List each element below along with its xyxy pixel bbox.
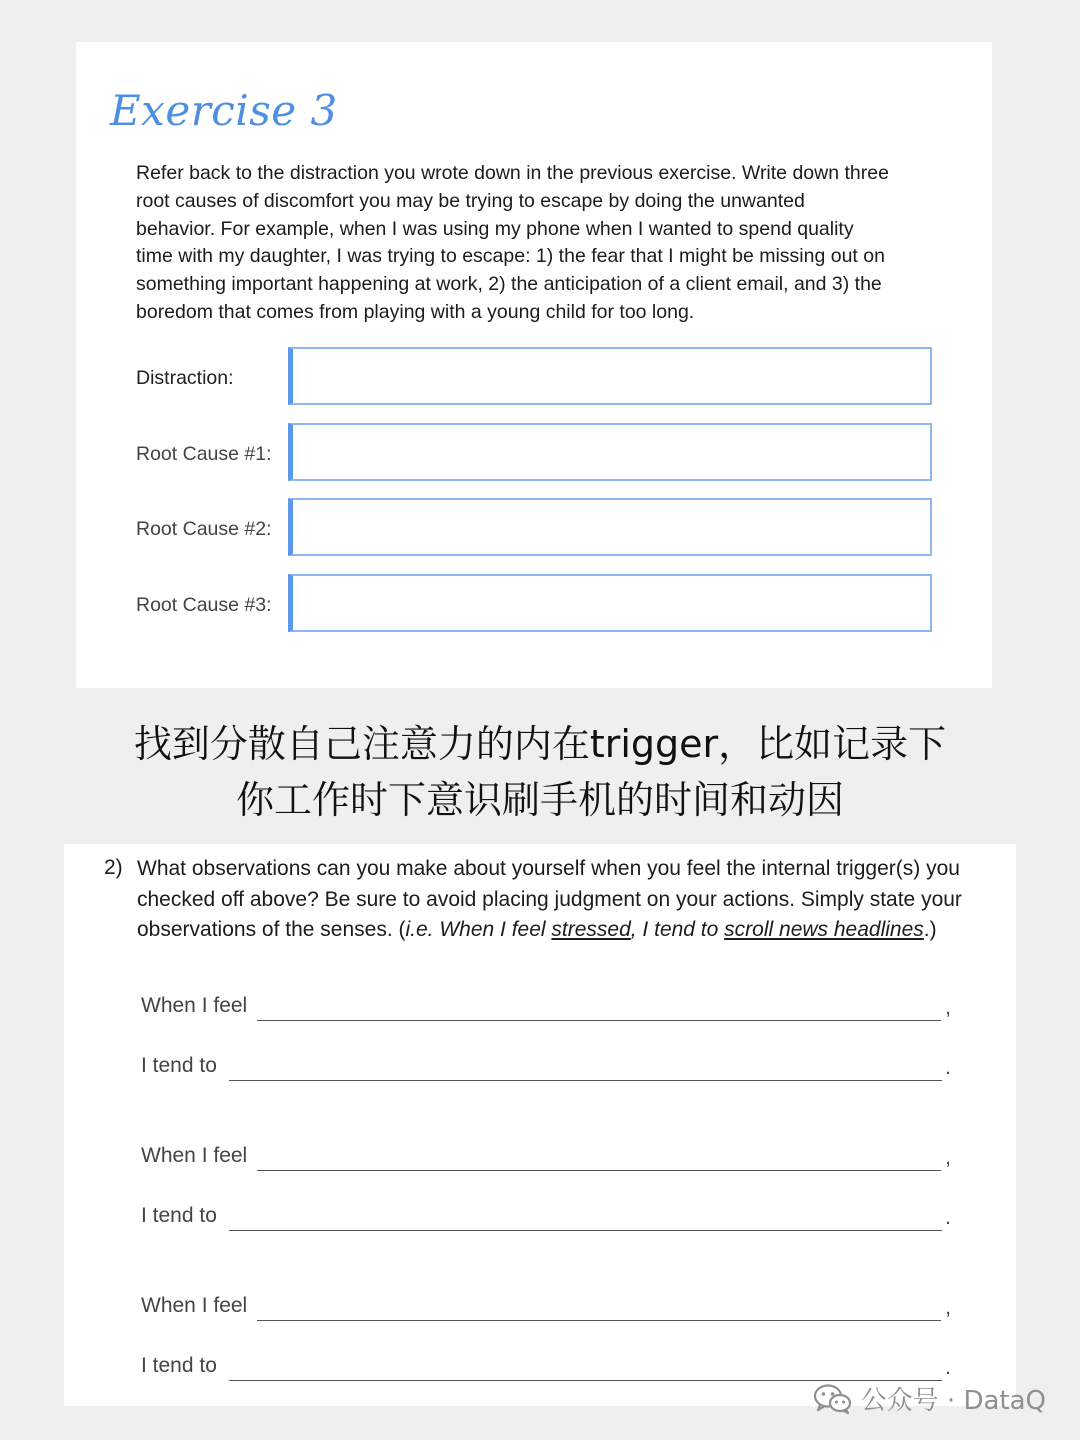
blank-line[interactable] — [229, 1080, 942, 1081]
instruction-line: boredom that comes from playing with a young child for too long. — [136, 300, 695, 323]
feel-label: When I feel — [141, 994, 248, 1017]
root-cause-2-row — [136, 498, 933, 556]
tend-label: I tend to — [141, 1054, 217, 1077]
caption-line-1: 找到分散自己注意力的内在trigger，比如记录下 — [133, 722, 947, 766]
root-cause-1-label: Root Cause #1: — [136, 443, 272, 465]
instruction-line: behavior. For example, when I was using my phone when I wanted to spend quality — [136, 217, 854, 240]
exercise-title: Exercise 3 — [110, 86, 338, 135]
question-text — [137, 854, 977, 946]
exercise-card — [76, 42, 992, 688]
exercise-instructions — [136, 160, 936, 327]
root-cause-1-input[interactable] — [288, 423, 932, 481]
root-cause-3-label: Root Cause #3: — [136, 594, 272, 616]
feel-line-2[interactable] — [141, 1144, 951, 1174]
feel-line-3[interactable] — [141, 1294, 951, 1324]
wechat-icon — [813, 1383, 853, 1415]
question-end: .) — [923, 918, 937, 941]
distraction-input[interactable] — [288, 347, 932, 405]
question-card — [64, 844, 1016, 1406]
blank-line[interactable] — [229, 1230, 942, 1231]
blank-line[interactable] — [257, 1320, 941, 1321]
distraction-row — [136, 347, 933, 405]
root-cause-1-row — [136, 423, 933, 481]
example-feeling: stressed — [551, 918, 631, 941]
line-end-punct: . — [945, 1206, 951, 1229]
line-end-punct: . — [945, 1056, 951, 1079]
feel-label: When I feel — [141, 1294, 248, 1317]
caption-line-2: 你工作时下意识刷手机的时间和动因 — [235, 778, 844, 822]
distraction-label: Distraction: — [136, 367, 234, 389]
question-number: 2) — [104, 856, 123, 879]
root-cause-2-input[interactable] — [288, 498, 932, 556]
instruction-line: time with my daughter, I was trying to escape: 1) the fear that I might be missing out on — [136, 245, 885, 268]
instruction-line: root causes of discomfort you may be trying to escape by doing the unwanted — [136, 189, 805, 212]
blank-line[interactable] — [257, 1020, 941, 1021]
tend-label: I tend to — [141, 1204, 217, 1227]
tend-line-2[interactable] — [141, 1204, 951, 1234]
root-cause-2-label: Root Cause #2: — [136, 518, 272, 540]
example-action: scroll news headlines — [724, 918, 924, 941]
question-body: What observations can you make about yourself when you feel the internal trigger(s) you checked off above? Be sure to avoid placing judgment on your actions. Simply state your observations of the senses. ( — [137, 857, 962, 941]
root-cause-3-input[interactable] — [288, 574, 932, 632]
blank-line[interactable] — [257, 1170, 941, 1171]
line-end-punct: , — [945, 1296, 951, 1319]
line-end-punct: , — [945, 1146, 951, 1169]
feel-line-1[interactable] — [141, 994, 951, 1024]
instruction-line: Refer back to the distraction you wrote down in the previous exercise. Write down three — [136, 162, 889, 184]
line-end-punct: , — [945, 996, 951, 1019]
watermark-text: 公众号 · DataQ — [860, 1386, 1046, 1416]
watermark — [813, 1380, 1046, 1417]
caption-text — [0, 716, 1080, 828]
tend-label: I tend to — [141, 1354, 217, 1377]
example-mid: , I tend to — [630, 918, 725, 941]
example-ie: i.e. When I feel — [405, 918, 552, 941]
feel-label: When I feel — [141, 1144, 248, 1167]
tend-line-1[interactable] — [141, 1054, 951, 1084]
instruction-line: something important happening at work, 2) the anticipation of a client email, and 3) the — [136, 273, 882, 296]
root-cause-3-row — [136, 574, 933, 632]
line-end-punct: . — [945, 1356, 951, 1379]
